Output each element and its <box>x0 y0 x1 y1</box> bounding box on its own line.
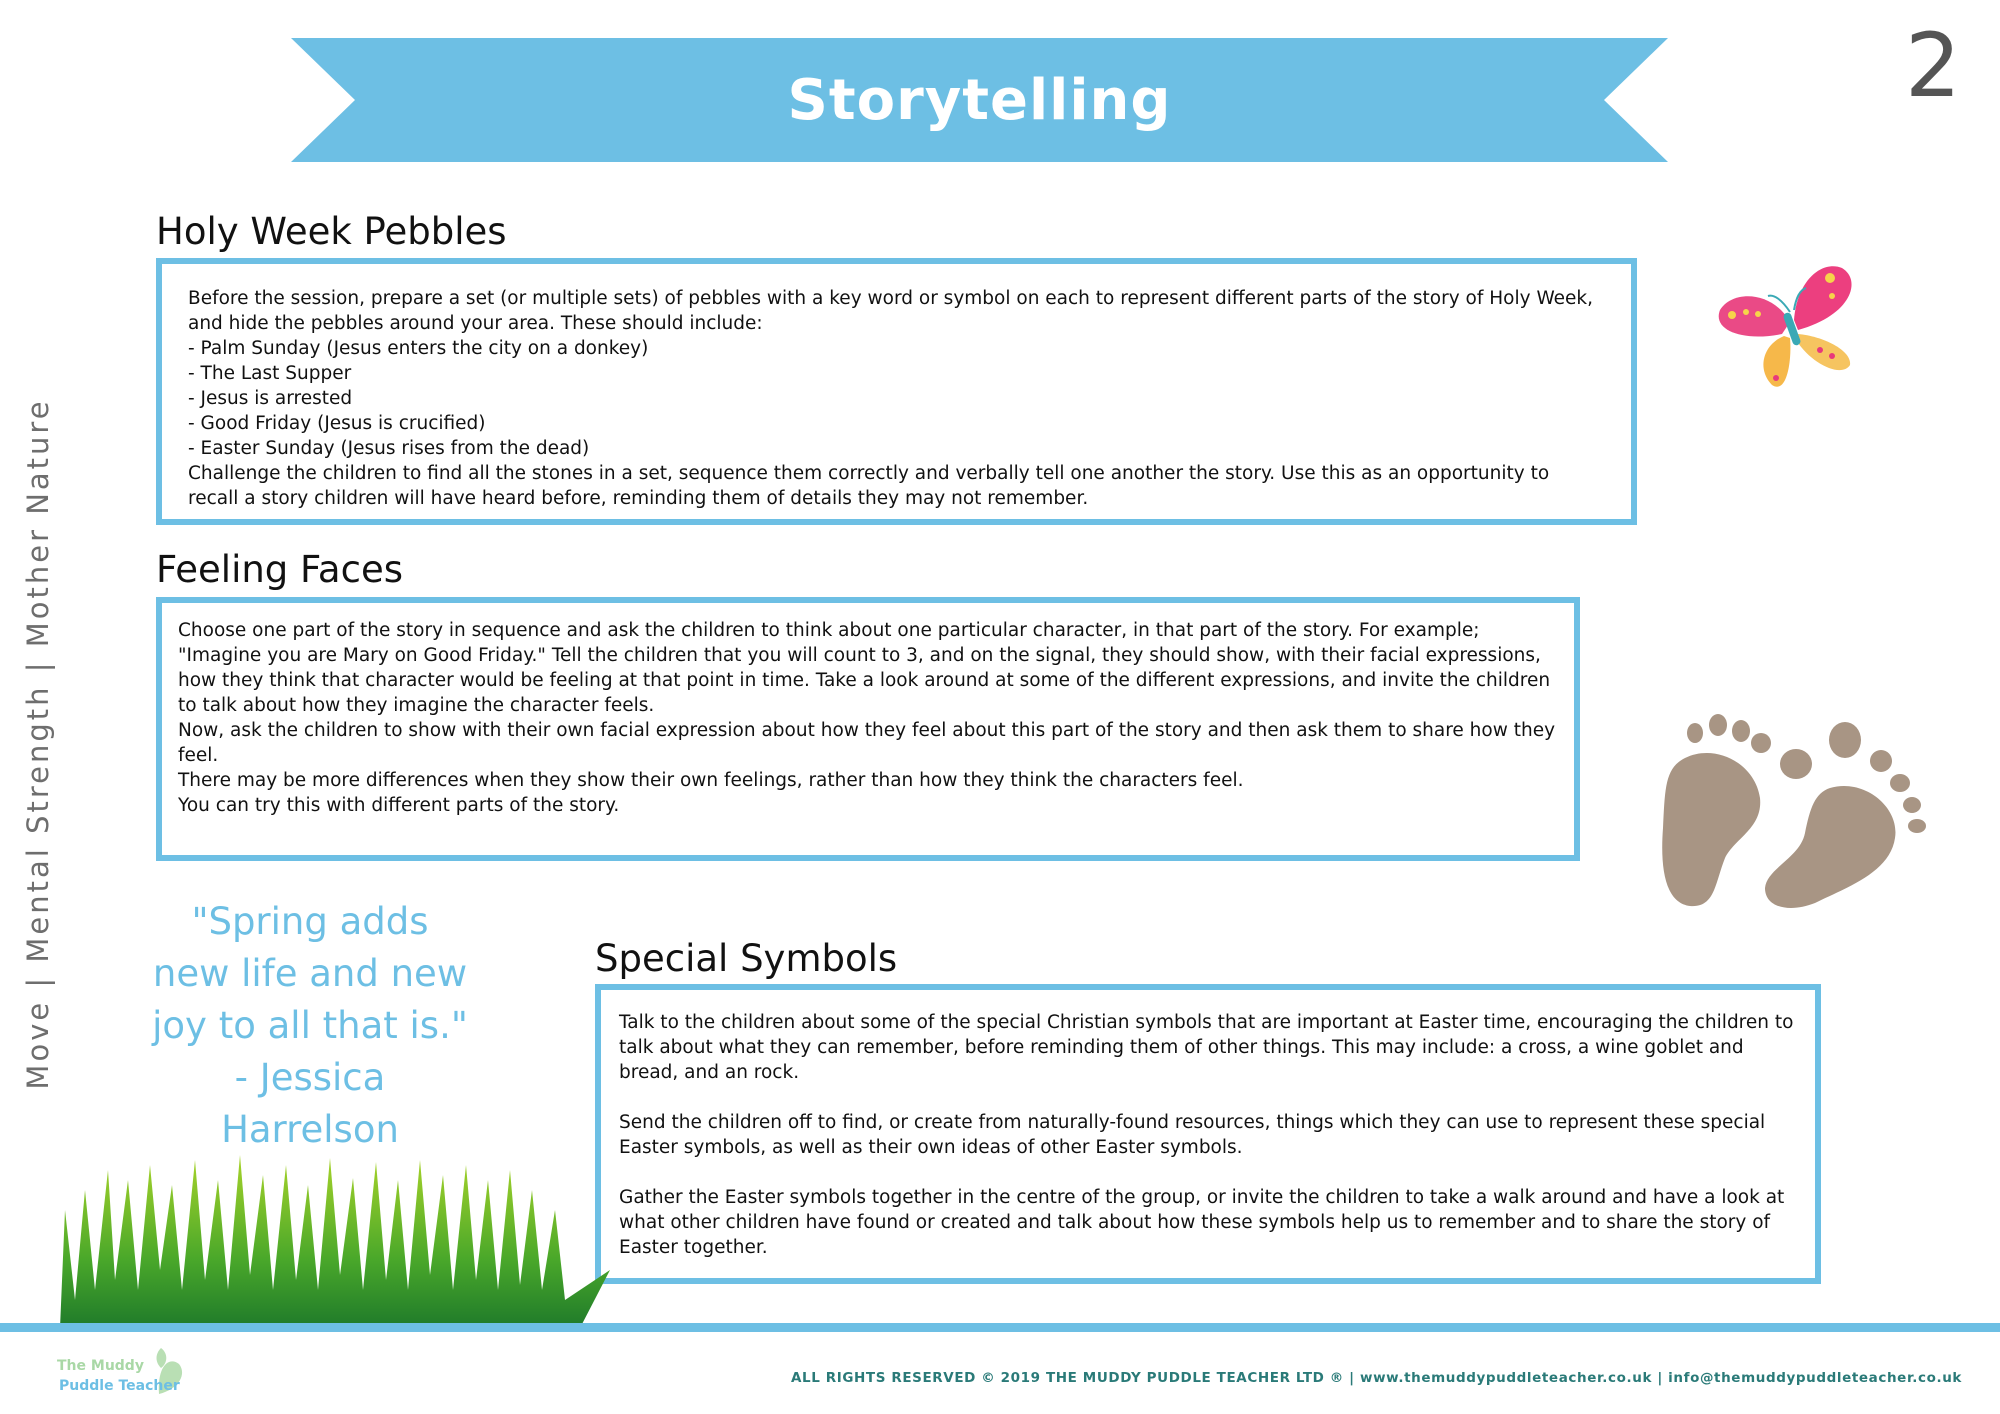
list-item: - Palm Sunday (Jesus enters the city on a donkey) <box>188 338 649 359</box>
footer-divider <box>0 1323 2000 1332</box>
page-number: 2 <box>1905 14 1961 117</box>
page-title: Storytelling <box>787 67 1172 133</box>
special-symbols-box <box>595 984 1821 1284</box>
quote-line: joy to all that is." <box>152 1004 468 1047</box>
quote <box>130 896 490 1156</box>
list-item: - Good Friday (Jesus is crucified) <box>188 413 486 434</box>
quote-line: - Jessica <box>234 1056 386 1099</box>
footprints-icon <box>1655 708 1930 913</box>
paragraph: Challenge the children to find all the stones in a set, sequence them correctly and verbally tell one another the story. Use this as an opportunity to recall a story children will have heard before, reminding them of details they may not remember. <box>188 463 1550 509</box>
paragraph: Talk to the children about some of the special Christian symbols that are important at Easter time, encouraging the children to talk about what they can remember, before reminding them of other things. This may include: a cross, a wine goblet and bread, and an rock. <box>619 1012 1794 1083</box>
feeling-faces-box <box>156 597 1580 861</box>
paragraph: Gather the Easter symbols together in the centre of the group, or invite the children to take a walk around and have a look at what other children have found or created and talk about how these symbols help us to remember and to share the story of Easter together. <box>619 1187 1785 1258</box>
paragraph: Send the children off to find, or create from naturally-found resources, things which they can use to represent these special Easter symbols, as well as their own ideas of other Easter symbols. <box>619 1112 1766 1158</box>
section-heading-special-symbols: Special Symbols <box>595 937 898 980</box>
paragraph: You can try this with different parts of the story. <box>178 795 620 816</box>
logo-text: The Muddy <box>57 1358 144 1374</box>
quote-line: "Spring adds <box>191 900 429 943</box>
list-item: - Jesus is arrested <box>188 388 353 409</box>
section-heading-holy-week-pebbles: Holy Week Pebbles <box>156 210 507 253</box>
paragraph: Before the session, prepare a set (or multiple sets) of pebbles with a key word or symbol on each to represent different parts of the story of Holy Week, and hide the pebbles around your area. These should include: <box>188 288 1594 334</box>
quote-line: new life and new <box>152 952 468 995</box>
butterfly-icon <box>1712 260 1862 400</box>
paragraph: Choose one part of the story in sequence and ask the children to think about one particular character, in that part of the story. For example; "Imagine you are Mary on Good Friday." Tell the children that you will count to 3, and on the signal, they should show, with their facial expressions, how they think that character would be feeling at that point in time. Take a look around at some of the different expressions, and invite the children to talk about how they imagine the character feels. <box>178 620 1551 716</box>
footer-copyright: ALL RIGHTS RESERVED © 2019 THE MUDDY PUDDLE TEACHER LTD ® | www.themuddypuddleteacher.co.uk | info@themuddypuddleteacher.co.uk <box>790 1370 1962 1386</box>
paragraph: Now, ask the children to show with their own facial expression about how they feel about this part of the story and then ask them to share how they feel. <box>178 720 1556 766</box>
holy-week-pebbles-box <box>156 258 1637 525</box>
section-heading-feeling-faces: Feeling Faces <box>156 548 403 591</box>
list-item: - Easter Sunday (Jesus rises from the dead) <box>188 438 590 459</box>
paragraph: There may be more differences when they show their own feelings, rather than how they think the characters feel. <box>178 770 1244 791</box>
quote-line: Harrelson <box>221 1108 399 1151</box>
list-item: - The Last Supper <box>188 363 352 384</box>
logo-text: Puddle Teacher <box>59 1378 180 1394</box>
logo <box>57 1344 187 1400</box>
side-label: Move | Mental Strength | Mother Nature <box>21 398 55 1090</box>
grass-illustration <box>60 1150 610 1328</box>
